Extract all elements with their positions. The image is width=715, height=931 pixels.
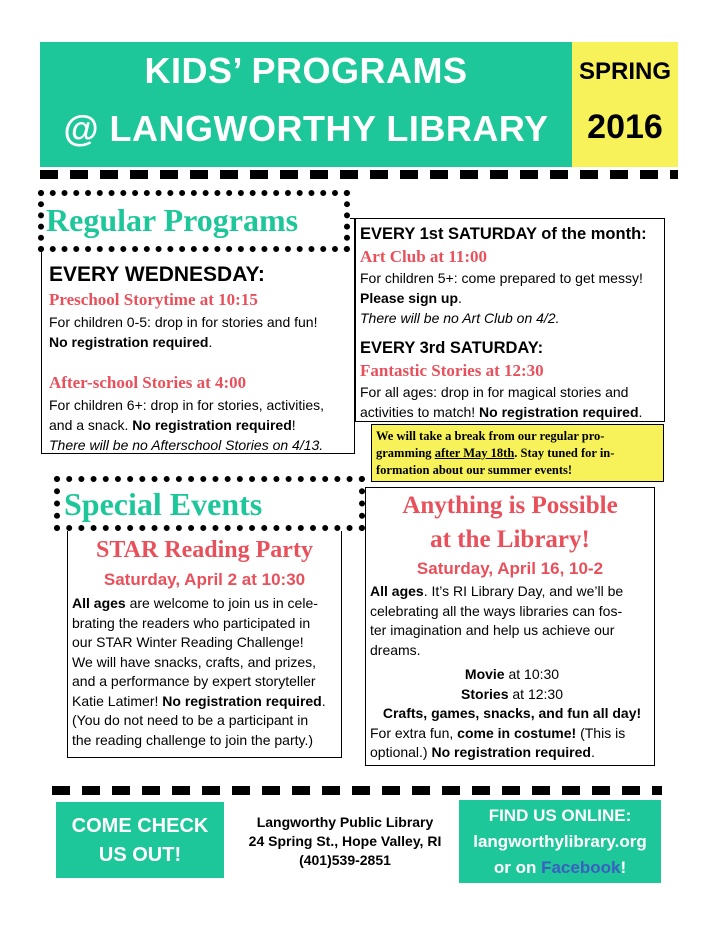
star-all-ages: All ages bbox=[72, 595, 126, 611]
star-text-line4: We will have snacks, crafts, and prizes, bbox=[72, 653, 317, 670]
first-saturday-heading: EVERY 1st SATURDAY of the month: bbox=[360, 225, 647, 243]
punctuation: . bbox=[321, 692, 326, 709]
note-line3: formation about our summer events! bbox=[376, 463, 573, 477]
regular-programs-title: Regular Programs bbox=[46, 202, 299, 238]
star-reading-party-date: Saturday, April 2 at 10:30 bbox=[103, 570, 306, 589]
third-saturday-heading: EVERY 3rd SATURDAY: bbox=[360, 339, 544, 357]
art-club-title: Art Club at 11:00 bbox=[360, 247, 488, 266]
punctuation: . bbox=[590, 744, 595, 760]
preschool-storytime-desc bbox=[49, 312, 354, 352]
or-on-text: or on bbox=[493, 858, 542, 877]
library-address: 24 Spring St., Hope Valley, RI bbox=[248, 833, 442, 849]
star-text-line5: and a performance by expert storyteller bbox=[72, 673, 316, 689]
library-website-link[interactable]: langworthylibrary.org bbox=[473, 832, 647, 851]
stories-label: Stories bbox=[461, 685, 509, 702]
wednesday-heading: EVERY WEDNESDAY: bbox=[49, 263, 265, 286]
anything-registration-note: No registration required bbox=[431, 744, 591, 760]
star-text-line6: Katie Latimer! bbox=[72, 692, 163, 709]
header-title-block bbox=[40, 42, 572, 167]
punctuation: ! bbox=[291, 417, 296, 433]
afterschool-text-line2: and a snack. bbox=[49, 417, 133, 433]
preschool-registration-note: No registration required bbox=[49, 334, 209, 350]
summer-break-note bbox=[371, 424, 664, 482]
fantastic-stories-desc bbox=[360, 382, 665, 422]
star-reading-party-box bbox=[67, 516, 342, 758]
anything-is-possible-box bbox=[365, 487, 655, 766]
special-events-title-box bbox=[54, 476, 365, 531]
star-registration-note: No registration required bbox=[162, 692, 322, 709]
art-club-cancellation-note: There will be no Art Club on 4/2. bbox=[360, 310, 560, 326]
punctuation: ! bbox=[620, 858, 627, 877]
library-name: Langworthy Public Library bbox=[256, 814, 434, 830]
anything-text-line2: celebrating all the ways libraries can fos- bbox=[370, 602, 623, 619]
crafts-line: Crafts, games, snacks, and fun all day! bbox=[382, 705, 642, 721]
note-line1: We will take a break from our regular pro- bbox=[376, 429, 605, 443]
punctuation: . bbox=[208, 334, 213, 350]
anything-desc bbox=[370, 582, 654, 763]
anything-title-line2: at the Library! bbox=[430, 526, 590, 553]
extra-fun-end: (This is bbox=[576, 724, 626, 741]
anything-title-line1: Anything is Possible bbox=[402, 492, 618, 519]
library-contact bbox=[235, 813, 455, 870]
header-banner bbox=[40, 42, 678, 167]
punctuation: . bbox=[638, 404, 643, 420]
fantastic-stories-title: Fantastic Stories at 12:30 bbox=[360, 361, 544, 380]
preschool-storytime-text: For children 0-5: drop in for stories and fun! bbox=[49, 314, 318, 330]
saturday-box bbox=[355, 218, 665, 422]
afterschool-stories-title: After-school Stories at 4:00 bbox=[49, 373, 247, 392]
library-phone: (401)539-2851 bbox=[299, 852, 391, 868]
check-line2: US OUT! bbox=[98, 844, 182, 866]
art-club-desc bbox=[360, 268, 665, 328]
extra-fun-text: For extra fun, bbox=[370, 724, 458, 741]
season-block bbox=[572, 42, 678, 167]
fantastic-text-line1: For all ages: drop in for magical stories and bbox=[360, 384, 629, 400]
costume-note: come in costume! bbox=[457, 724, 577, 741]
header-title-line1: KIDS’ PROGRAMS bbox=[144, 50, 468, 91]
punctuation: . bbox=[458, 290, 462, 306]
come-check-us-out-block bbox=[56, 802, 224, 878]
star-paren-line2: the reading challenge to join the party.) bbox=[72, 731, 314, 748]
art-club-text: For children 5+: come prepared to get messy! bbox=[360, 270, 643, 286]
find-us-online-block bbox=[459, 800, 661, 883]
star-text-line2: brating the readers who participated in bbox=[72, 614, 311, 631]
art-club-signup-note: Please sign up bbox=[360, 290, 459, 306]
star-reading-party-desc bbox=[72, 594, 342, 750]
anything-text-line4: dreams. bbox=[370, 641, 421, 658]
star-text-line3: our STAR Winter Reading Challenge! bbox=[72, 634, 304, 650]
fantastic-registration-note: No registration required bbox=[479, 404, 639, 420]
special-events-title: Special Events bbox=[64, 486, 263, 522]
check-line1: COME CHECK bbox=[71, 815, 209, 837]
optional-text: optional.) bbox=[370, 744, 432, 760]
star-text-line1: are welcome to join us in cele- bbox=[125, 595, 318, 611]
star-reading-party-title: STAR Reading Party bbox=[96, 537, 313, 563]
afterschool-text-line1: For children 6+: drop in for stories, activities, bbox=[49, 397, 325, 413]
afterschool-cancellation-note: There will be no Afterschool Stories on 4/13. bbox=[49, 437, 324, 453]
note-date: after May 18th bbox=[434, 446, 515, 460]
wednesday-box bbox=[41, 218, 355, 454]
header-title-line2: @ LANGWORTHY LIBRARY bbox=[63, 108, 549, 149]
anything-text-line3: ter imagination and help us achieve our bbox=[370, 622, 615, 638]
season-year: 2016 bbox=[587, 108, 663, 146]
stories-time: at 12:30 bbox=[508, 685, 563, 702]
note-line2-start: gramming bbox=[376, 446, 435, 460]
facebook-link[interactable]: Facebook bbox=[541, 858, 621, 877]
anything-date: Saturday, April 16, 10-2 bbox=[416, 559, 604, 578]
preschool-storytime-title: Preschool Storytime at 10:15 bbox=[49, 290, 258, 309]
note-line2-end: . Stay tuned for in- bbox=[514, 446, 615, 460]
season-label: SPRING bbox=[578, 58, 671, 85]
afterschool-stories-desc bbox=[49, 395, 354, 455]
bottom-dashed-divider bbox=[52, 786, 662, 795]
regular-programs-title-box bbox=[38, 190, 350, 252]
top-dashed-divider bbox=[40, 170, 678, 179]
fantastic-text-line2: activities to match! bbox=[360, 404, 480, 420]
afterschool-registration-note: No registration required bbox=[132, 417, 292, 433]
star-paren-line1: (You do not need to be a participant in bbox=[72, 712, 309, 728]
movie-label: Movie bbox=[464, 666, 505, 682]
find-us-online-label: FIND US ONLINE: bbox=[488, 806, 632, 825]
anything-text-line1: . It’s RI Library Day, and we’ll be bbox=[423, 583, 624, 599]
anything-all-ages: All ages bbox=[370, 583, 424, 599]
movie-time: at 10:30 bbox=[504, 666, 560, 682]
